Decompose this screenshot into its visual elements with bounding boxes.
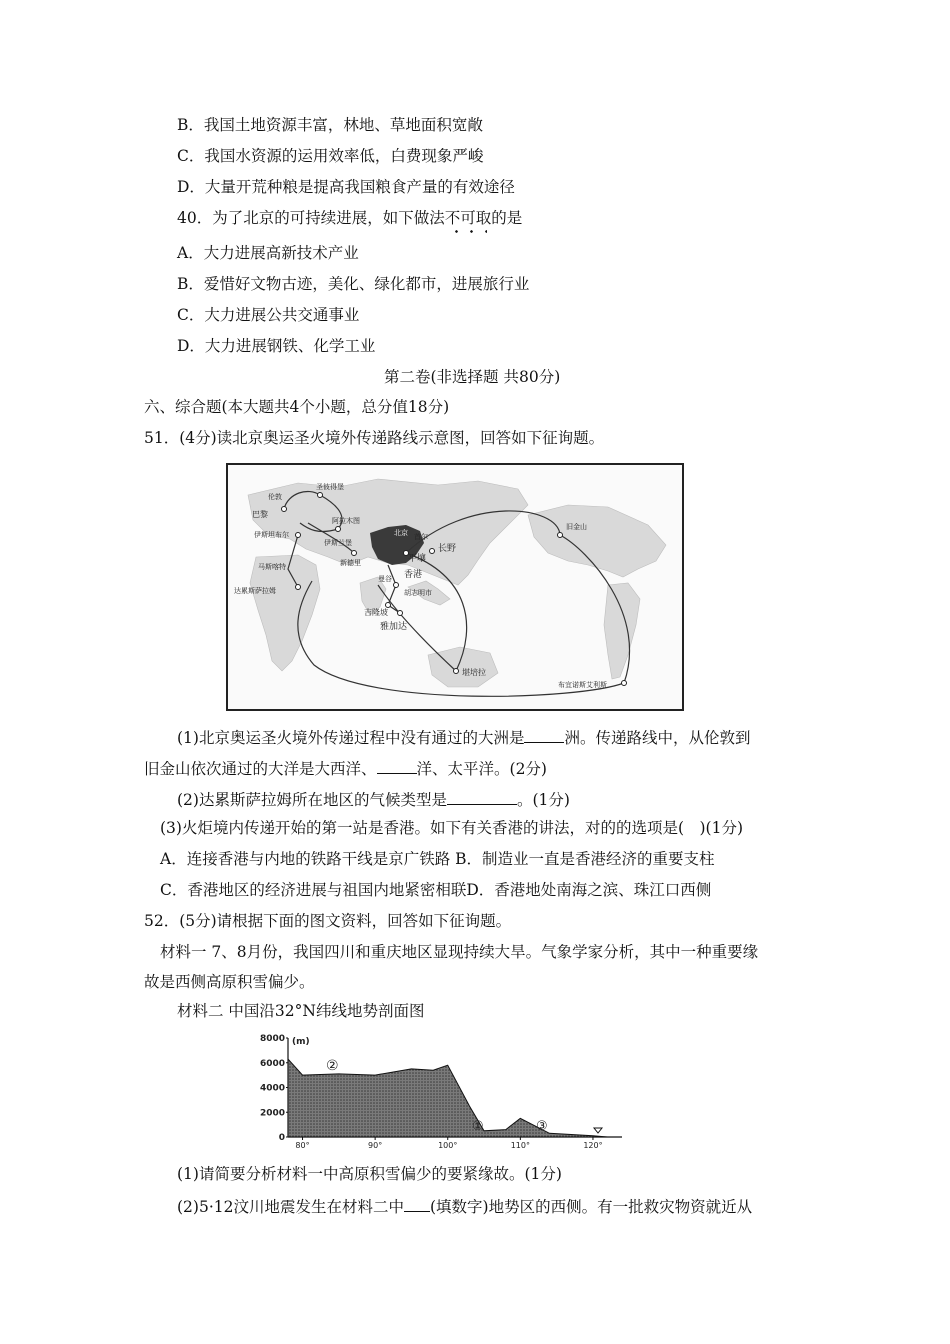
terrain-profile-chart: [256, 1030, 636, 1150]
profile-x-tick: 90°: [368, 1141, 383, 1150]
q52-p2-text-b: (填数字)地势区的西侧。有一批救灾物资就近从: [429, 1198, 753, 1216]
q40-option-a: A．大力进展高新技术产业: [177, 244, 359, 262]
q51-p1-blank2[interactable]: [377, 757, 417, 774]
profile-x-tick: 80°: [295, 1141, 310, 1150]
profile-y-tick: 6000: [259, 1058, 285, 1069]
q52-part2: [177, 1195, 752, 1217]
map-label-london: 伦敦: [268, 493, 282, 501]
profile-y-tick: 8000: [259, 1034, 285, 1044]
q51-stem: 51．(4分)读北京奥运圣火境外传递路线示意图，回答如下征询题。: [144, 429, 605, 447]
part2-title: 第二卷(非选择题 共80分): [384, 368, 561, 386]
profile-marker-3: ③: [536, 1119, 548, 1134]
profile-y-tick: 0: [278, 1133, 285, 1143]
map-label-jakarta: 雅加达: [380, 622, 408, 632]
map-label-beijing: 北京: [394, 529, 408, 537]
q52-p2-blank[interactable]: [404, 1195, 430, 1212]
profile-marker-1: ①: [472, 1119, 484, 1134]
q51-p1-blank1[interactable]: [524, 726, 564, 743]
q52-stem: 52．(5分)请根据下面的图文资料，回答如下征询题。: [144, 912, 512, 930]
map-label-seoul: 首尔: [414, 533, 428, 541]
map-label-canberra: 堪培拉: [462, 668, 486, 677]
q51-p1-text-c: 旧金山依次通过的大洋是大西洋、: [144, 760, 377, 778]
q40-option-c: C．大力进展公共交通事业: [177, 306, 360, 324]
map-label-san-francisco: 旧金山: [566, 523, 587, 531]
profile-x-tick: 110°: [510, 1141, 530, 1150]
q40-stem-before: 40．为了北京的可持续进展，如下做法: [177, 209, 445, 227]
q40-option-b: B．爱惜好文物古迹，美化、绿化都市，进展旅行业: [177, 275, 530, 293]
profile-marker-2: ②: [326, 1058, 339, 1074]
q40-stem-after: 的是: [491, 209, 523, 227]
q39-option-d: D．大量开荒种粮是提高我国粮食产量的有效途径: [177, 178, 515, 196]
q51-p1-text-a: (1)北京奥运圣火境外传递过程中没有通过的大洲是: [177, 729, 525, 747]
q40-option-d: D．大力进展钢铁、化学工业: [177, 337, 376, 355]
q52-material1-line1: 材料一 7、8月份，我国四川和重庆地区显现持续大旱。气象学家分析，其中一种重要缘: [160, 943, 759, 961]
map-label-pyongyang: 平壤: [408, 554, 427, 564]
map-label-dar-es-salaam: 达累斯萨拉姆: [234, 587, 276, 595]
q51-p2-text-b: 。(1分): [516, 791, 570, 809]
q52-material2-title: 材料二 中国沿32°N纬线地势剖面图: [177, 1002, 425, 1020]
map-label-bangkok: 曼谷: [378, 575, 392, 583]
section6-title: 六、综合题(本大题共4个小题，总分值18分): [144, 398, 450, 416]
q52-p2-text-a: (2)5·12汶川地震发生在材料二中: [177, 1198, 404, 1216]
map-label-hongkong: 香港: [404, 570, 423, 580]
map-label-buenos-aires: 布宜诺斯艾利斯: [558, 681, 607, 689]
sea-level-triangle-icon: [594, 1128, 602, 1133]
map-label-islamabad: 伊斯兰堡: [324, 539, 352, 547]
map-label-muscat: 马斯喀特: [258, 563, 286, 571]
q51-part3-options-cd: C．香港地区的经济进展与祖国内地紧密相联D．香港地处南海之滨、珠江口西侧: [160, 881, 712, 899]
q40-stem-emphasis: 不可取: [444, 209, 492, 227]
map-label-istanbul: 伊斯坦布尔: [254, 531, 289, 539]
q51-part3: (3)火炬境内传递开始的第一站是香港。如下有关香港的讲法，对的的选项是( )(1分): [160, 819, 744, 837]
q51-part2: [177, 788, 570, 810]
profile-y-tick: 2000: [259, 1108, 285, 1119]
q51-p2-blank[interactable]: [447, 788, 517, 805]
map-label-paris: 巴黎: [252, 510, 268, 519]
profile-x-tick: 120°: [583, 1141, 603, 1150]
q39-option-b: B．我国土地资源丰富，林地、草地面积宽敞: [177, 116, 483, 134]
map-label-almaty: 阿拉木图: [332, 517, 360, 525]
q40-stem: [177, 208, 522, 228]
profile-x-tick: 100°: [438, 1141, 458, 1150]
q51-part1-line2: [144, 757, 547, 779]
map-label-ho-chi-minh: 胡志明市: [404, 589, 432, 597]
q52-material1-line2: 故是西侧高原积雪偏少。: [144, 973, 315, 991]
q51-part3-options-ab: A．连接香港与内地的铁路干线是京广铁路 B．制造业一直是香港经济的重要支柱: [160, 850, 715, 868]
map-label-st-petersburg: 圣彼得堡: [316, 483, 344, 491]
olympic-torch-route-map: [226, 463, 684, 711]
q52-part1: (1)请简要分析材料一中高原积雪偏少的要紧缘故。(1分): [177, 1165, 562, 1183]
map-label-new-delhi: 新德里: [340, 559, 361, 567]
q51-p2-text-a: (2)达累斯萨拉姆所在地区的气候类型是: [177, 791, 447, 809]
q51-part1-line1: [177, 726, 750, 748]
map-label-nagano: 长野: [438, 544, 457, 554]
q51-p1-text-d: 洋、太平洋。(2分): [416, 760, 547, 778]
profile-y-tick: 4000: [259, 1083, 285, 1094]
q51-p1-text-b: 洲。传递路线中，从伦敦到: [564, 729, 751, 747]
map-label-kuala-lumpur: 吉隆坡: [364, 608, 388, 617]
profile-unit-label: (m): [292, 1037, 310, 1047]
q39-option-c: C．我国水资源的运用效率低，白费现象严峻: [177, 147, 484, 165]
